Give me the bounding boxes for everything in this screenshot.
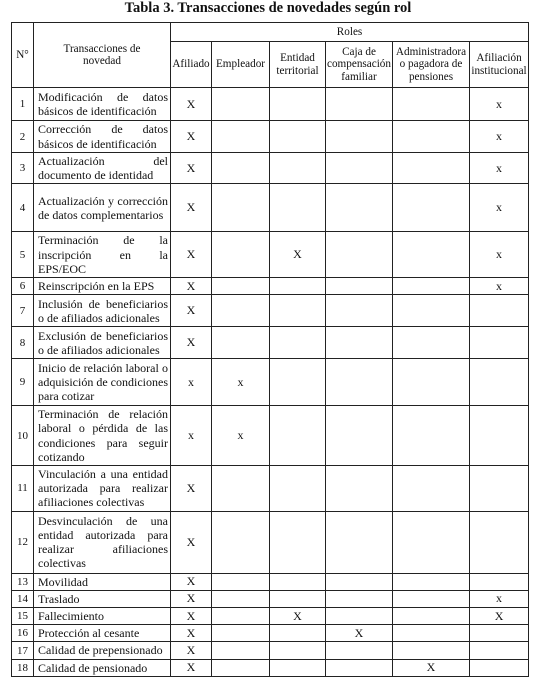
transaction-name: Inicio de relación laboral o adquisición de condiciones para cotizar <box>34 359 171 406</box>
table-row <box>12 590 529 607</box>
header-role-caja-compensacion: Caja de compensación familiar <box>326 42 393 88</box>
header-role-empleador: Empleador <box>212 42 270 88</box>
table-row <box>12 511 529 573</box>
row-number: 10 <box>12 406 34 466</box>
header-roles: Roles <box>171 23 529 42</box>
mark-empleador <box>212 295 270 327</box>
mark-afiliado: X <box>171 295 212 327</box>
mark-empleador <box>212 184 270 232</box>
mark-afiliacion-institucional: X <box>470 608 529 625</box>
mark-entidad-territorial <box>270 511 326 573</box>
mark-afiliado: X <box>171 184 212 232</box>
mark-administradora-pensiones <box>393 573 470 590</box>
mark-empleador: x <box>212 359 270 406</box>
mark-afiliacion-institucional <box>470 642 529 659</box>
mark-afiliado: X <box>171 466 212 512</box>
mark-administradora-pensiones <box>393 625 470 642</box>
transaction-name: Corrección de datos básicos de identificación <box>34 121 171 153</box>
mark-afiliado: X <box>171 608 212 625</box>
mark-afiliado: X <box>171 659 212 676</box>
row-number: 17 <box>12 642 34 659</box>
mark-afiliacion-institucional: x <box>470 232 529 278</box>
mark-afiliado: X <box>171 642 212 659</box>
mark-afiliado: X <box>171 278 212 295</box>
mark-caja-compensacion <box>326 573 393 590</box>
mark-entidad-territorial <box>270 121 326 153</box>
mark-caja-compensacion <box>326 184 393 232</box>
mark-afiliado: x <box>171 406 212 466</box>
transaction-name: Desvinculación de una entidad autorizada para realizar afiliaciones colectivas <box>34 511 171 573</box>
mark-entidad-territorial <box>270 659 326 676</box>
mark-administradora-pensiones: X <box>393 659 470 676</box>
mark-empleador <box>212 121 270 153</box>
mark-caja-compensacion <box>326 466 393 512</box>
row-number: 11 <box>12 466 34 512</box>
mark-entidad-territorial: X <box>270 232 326 278</box>
table-row <box>12 659 529 676</box>
mark-caja-compensacion <box>326 278 393 295</box>
mark-caja-compensacion <box>326 121 393 153</box>
mark-afiliacion-institucional: x <box>470 153 529 184</box>
mark-afiliacion-institucional <box>470 573 529 590</box>
mark-administradora-pensiones <box>393 466 470 512</box>
mark-caja-compensacion <box>326 88 393 121</box>
mark-entidad-territorial <box>270 406 326 466</box>
mark-afiliado: X <box>171 590 212 607</box>
transaction-name: Vinculación a una entidad autorizada para realizar afiliaciones colectivas <box>34 466 171 512</box>
mark-empleador <box>212 590 270 607</box>
transaction-name: Modificación de datos básicos de identificación <box>34 88 171 121</box>
mark-afiliacion-institucional <box>470 359 529 406</box>
mark-entidad-territorial <box>270 642 326 659</box>
mark-caja-compensacion <box>326 327 393 359</box>
table-row <box>12 406 529 466</box>
table-row <box>12 642 529 659</box>
mark-afiliacion-institucional <box>470 625 529 642</box>
mark-afiliado: x <box>171 359 212 406</box>
mark-administradora-pensiones <box>393 327 470 359</box>
mark-afiliacion-institucional <box>470 659 529 676</box>
row-number: 8 <box>12 327 34 359</box>
mark-afiliacion-institucional: x <box>470 184 529 232</box>
table-row <box>12 359 529 406</box>
transaction-name: Inclusión de beneficiarios o de afiliados adicionales <box>34 295 171 327</box>
mark-caja-compensacion <box>326 359 393 406</box>
row-number: 2 <box>12 121 34 153</box>
header-transactions: Transacciones de novedad <box>34 23 171 88</box>
transaction-name: Movilidad <box>34 573 171 590</box>
transaction-name: Terminación de la inscripción en la EPS/EOC <box>34 232 171 278</box>
header-role-entidad-territorial: Entidad territorial <box>270 42 326 88</box>
mark-empleador <box>212 153 270 184</box>
table-row <box>12 327 529 359</box>
row-number: 4 <box>12 184 34 232</box>
mark-afiliado: X <box>171 511 212 573</box>
row-number: 5 <box>12 232 34 278</box>
mark-administradora-pensiones <box>393 406 470 466</box>
row-number: 12 <box>12 511 34 573</box>
mark-afiliacion-institucional: x <box>470 590 529 607</box>
mark-entidad-territorial <box>270 295 326 327</box>
row-number: 14 <box>12 590 34 607</box>
transaction-name: Actualización del documento de identidad <box>34 153 171 184</box>
mark-administradora-pensiones <box>393 88 470 121</box>
mark-afiliado: X <box>171 88 212 121</box>
row-number: 7 <box>12 295 34 327</box>
header-number: N° <box>12 23 34 88</box>
mark-afiliacion-institucional <box>470 466 529 512</box>
mark-entidad-territorial <box>270 153 326 184</box>
mark-caja-compensacion <box>326 642 393 659</box>
mark-administradora-pensiones <box>393 642 470 659</box>
mark-administradora-pensiones <box>393 121 470 153</box>
table-title: Tabla 3. Transacciones de novedades según rol <box>124 0 412 16</box>
mark-caja-compensacion: X <box>326 625 393 642</box>
table-row <box>12 121 529 153</box>
transactions-table <box>11 22 529 677</box>
row-number: 15 <box>12 608 34 625</box>
mark-administradora-pensiones <box>393 184 470 232</box>
mark-afiliacion-institucional <box>470 327 529 359</box>
row-number: 9 <box>12 359 34 406</box>
mark-caja-compensacion <box>326 232 393 278</box>
mark-caja-compensacion <box>326 590 393 607</box>
mark-entidad-territorial <box>270 184 326 232</box>
table-row <box>12 625 529 642</box>
mark-administradora-pensiones <box>393 511 470 573</box>
mark-entidad-territorial <box>270 625 326 642</box>
transaction-name: Traslado <box>34 590 171 607</box>
mark-afiliacion-institucional: x <box>470 88 529 121</box>
transaction-name: Protección al cesante <box>34 625 171 642</box>
mark-entidad-territorial: X <box>270 608 326 625</box>
mark-afiliacion-institucional: x <box>470 121 529 153</box>
mark-caja-compensacion <box>326 295 393 327</box>
table-row <box>12 232 529 278</box>
mark-administradora-pensiones <box>393 295 470 327</box>
table-row <box>12 295 529 327</box>
mark-afiliado: X <box>171 232 212 278</box>
mark-entidad-territorial <box>270 327 326 359</box>
table-row <box>12 88 529 121</box>
table-row <box>12 278 529 295</box>
mark-afiliado: X <box>171 573 212 590</box>
transaction-name: Exclusión de beneficiarios o de afiliados adicionales <box>34 327 171 359</box>
mark-afiliacion-institucional <box>470 406 529 466</box>
row-number: 16 <box>12 625 34 642</box>
mark-administradora-pensiones <box>393 590 470 607</box>
mark-empleador <box>212 88 270 121</box>
mark-empleador <box>212 327 270 359</box>
mark-empleador <box>212 466 270 512</box>
mark-afiliado: X <box>171 121 212 153</box>
mark-caja-compensacion <box>326 608 393 625</box>
transaction-name: Fallecimiento <box>34 608 171 625</box>
transaction-name: Reinscripción en la EPS <box>34 278 171 295</box>
mark-empleador <box>212 232 270 278</box>
mark-administradora-pensiones <box>393 359 470 406</box>
mark-entidad-territorial <box>270 590 326 607</box>
mark-empleador <box>212 278 270 295</box>
mark-empleador <box>212 573 270 590</box>
mark-entidad-territorial <box>270 359 326 406</box>
mark-administradora-pensiones <box>393 232 470 278</box>
mark-entidad-territorial <box>270 88 326 121</box>
header-role-administradora-pensiones: Administradora o pagadora de pensiones <box>393 42 470 88</box>
transaction-name: Actualización y corrección de datos complementarios <box>34 184 171 232</box>
row-number: 1 <box>12 88 34 121</box>
mark-empleador: x <box>212 406 270 466</box>
mark-afiliado: X <box>171 625 212 642</box>
mark-afiliacion-institucional: x <box>470 278 529 295</box>
mark-empleador <box>212 642 270 659</box>
mark-afiliado: X <box>171 327 212 359</box>
mark-administradora-pensiones <box>393 153 470 184</box>
table-row <box>12 184 529 232</box>
table-body <box>12 88 529 677</box>
mark-entidad-territorial <box>270 278 326 295</box>
mark-caja-compensacion <box>326 511 393 573</box>
mark-caja-compensacion <box>326 153 393 184</box>
mark-caja-compensacion <box>326 659 393 676</box>
transaction-name: Calidad de pensionado <box>34 659 171 676</box>
table-row <box>12 466 529 512</box>
row-number: 6 <box>12 278 34 295</box>
mark-caja-compensacion <box>326 406 393 466</box>
header-role-afiliado: Afiliado <box>171 42 212 88</box>
mark-afiliacion-institucional <box>470 295 529 327</box>
mark-entidad-territorial <box>270 573 326 590</box>
transaction-name: Calidad de prepensionado <box>34 642 171 659</box>
mark-empleador <box>212 511 270 573</box>
row-number: 3 <box>12 153 34 184</box>
table-row <box>12 153 529 184</box>
mark-administradora-pensiones <box>393 278 470 295</box>
table-row <box>12 573 529 590</box>
mark-administradora-pensiones <box>393 608 470 625</box>
transaction-name: Terminación de relación laboral o pérdida de las condiciones para seguir cotizando <box>34 406 171 466</box>
mark-empleador <box>212 608 270 625</box>
mark-entidad-territorial <box>270 466 326 512</box>
mark-empleador <box>212 625 270 642</box>
row-number: 13 <box>12 573 34 590</box>
mark-afiliacion-institucional <box>470 511 529 573</box>
row-number: 18 <box>12 659 34 676</box>
table-row <box>12 608 529 625</box>
header-role-afiliacion-institucional: Afiliación institucional <box>470 42 529 88</box>
mark-empleador <box>212 659 270 676</box>
mark-afiliado: X <box>171 153 212 184</box>
